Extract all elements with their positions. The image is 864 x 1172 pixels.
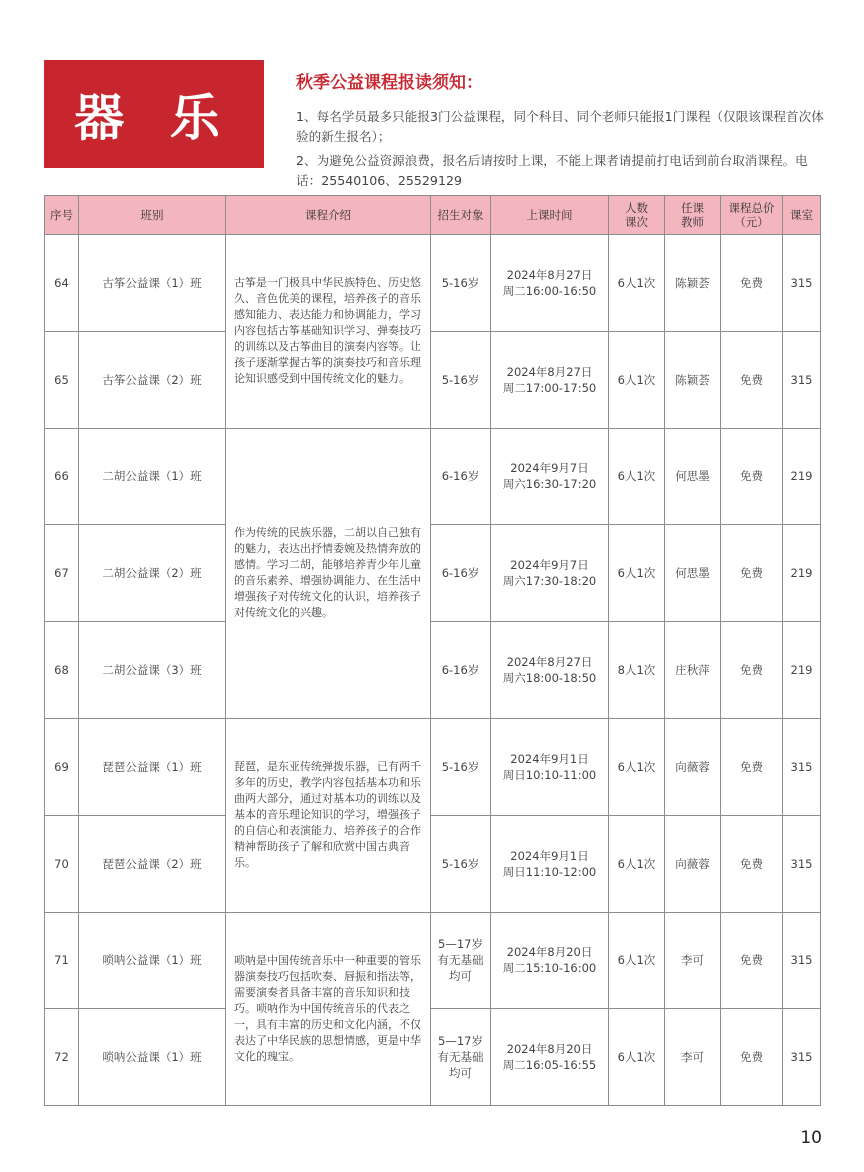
table-row <box>45 718 821 815</box>
cell-class: 二胡公益课（1）班 <box>79 428 226 525</box>
cell-no: 70 <box>45 815 79 912</box>
cell-room: 219 <box>783 428 821 525</box>
header-price <box>721 196 783 235</box>
cell-no: 71 <box>45 912 79 1009</box>
cell-intro-suona: 唢呐是中国传统音乐中一种重要的管乐器演奏技巧包括吹奏、唇振和指法等，需要演奏者具备丰富的音乐知识和技巧。唢呐作为中国传统音乐的代表之一，具有丰富的历史和文化内涵，不仅表达了中华民族的思想情感，更是中华文化的瑰宝。 <box>226 912 431 1106</box>
cell-time <box>491 525 609 622</box>
cell-date: 2024年8月27日 <box>506 655 593 670</box>
cell-intro-erhu: 作为传统的民族乐器，二胡以自己独有的魅力，表达出抒情委婉及热情奔放的感情。学习二胡，能够培养青少年儿童的音乐素养、增强协调能力、在生活中增强孩子对传统文化的认识，培养孩子对传统文化的兴趣。 <box>226 428 431 718</box>
cell-teacher: 向薇蓉 <box>665 815 721 912</box>
cell-class: 古筝公益课（2）班 <box>79 331 226 428</box>
course-table <box>44 195 821 1106</box>
cell-target: 5-16岁 <box>431 235 491 332</box>
cell-price: 免费 <box>721 1009 783 1106</box>
cell-time <box>491 428 609 525</box>
cell-target: 6-16岁 <box>431 525 491 622</box>
cell-teacher: 陈颖荟 <box>665 331 721 428</box>
enrollment-notice <box>296 68 824 195</box>
cell-class: 二胡公益课（2）班 <box>79 525 226 622</box>
cell-weekday-time: 周二16:00-16:50 <box>502 283 597 298</box>
cell-weekday-time: 周二15:10-16:00 <box>502 961 597 976</box>
cell-teacher: 李可 <box>665 1009 721 1106</box>
table-row <box>45 235 821 332</box>
cell-class: 琵琶公益课（1）班 <box>79 718 226 815</box>
cell-target: 6-16岁 <box>431 622 491 719</box>
header-time: 上课时间 <box>491 196 609 235</box>
cell-date: 2024年8月20日 <box>506 945 593 960</box>
cell-room: 219 <box>783 525 821 622</box>
cell-time <box>491 912 609 1009</box>
cell-weekday-time: 周二16:05-16:55 <box>502 1058 597 1073</box>
cell-class: 唢呐公益课（1）班 <box>79 1009 226 1106</box>
cell-time <box>491 1009 609 1106</box>
page-number: 10 <box>800 1128 822 1148</box>
header-price-line1: 课程总价 <box>728 201 775 215</box>
cell-teacher: 陈颖荟 <box>665 235 721 332</box>
cell-no: 68 <box>45 622 79 719</box>
cell-count: 6人1次 <box>609 912 665 1009</box>
cell-count: 6人1次 <box>609 235 665 332</box>
cell-target: 5-16岁 <box>431 331 491 428</box>
header-price-line2: （元） <box>734 215 769 229</box>
table-row <box>45 428 821 525</box>
cell-weekday-time: 周日10:10-11:00 <box>502 767 597 782</box>
table-row <box>45 525 821 622</box>
cell-teacher: 何思墨 <box>665 525 721 622</box>
cell-time <box>491 815 609 912</box>
cell-class: 古筝公益课（1）班 <box>79 235 226 332</box>
cell-price: 免费 <box>721 331 783 428</box>
cell-price: 免费 <box>721 718 783 815</box>
header-count <box>609 196 665 235</box>
cell-weekday-time: 周六16:30-17:20 <box>502 477 597 492</box>
header-no: 序号 <box>45 196 79 235</box>
header-count-line2: 课次 <box>625 215 648 229</box>
cell-count: 6人1次 <box>609 718 665 815</box>
cell-no: 72 <box>45 1009 79 1106</box>
table-row <box>45 912 821 1009</box>
header-intro: 课程介绍 <box>226 196 431 235</box>
cell-room: 315 <box>783 912 821 1009</box>
cell-no: 65 <box>45 331 79 428</box>
cell-price: 免费 <box>721 235 783 332</box>
cell-intro-guzheng: 古筝是一门极具中华民族特色、历史悠久、音色优美的课程，培养孩子的音乐感知能力、表达能力和协调能力，学习内容包括古筝基础知识学习、弹奏技巧的训练以及古筝曲目的演奏内容等。让孩子逐渐掌握古筝的演奏技巧和音乐理论知识感受到中国传统文化的魅力。 <box>226 235 431 429</box>
cell-time <box>491 331 609 428</box>
cell-room: 315 <box>783 718 821 815</box>
cell-room: 315 <box>783 1009 821 1106</box>
header-teacher <box>665 196 721 235</box>
header-count-line1: 人数 <box>625 201 648 215</box>
cell-teacher: 何思墨 <box>665 428 721 525</box>
cell-time <box>491 235 609 332</box>
cell-no: 66 <box>45 428 79 525</box>
cell-date: 2024年8月27日 <box>506 267 593 282</box>
cell-date: 2024年9月7日 <box>510 461 589 476</box>
cell-teacher: 李可 <box>665 912 721 1009</box>
cell-target: 5—17岁有无基础均可 <box>431 1009 491 1106</box>
cell-room: 315 <box>783 235 821 332</box>
cell-count: 6人1次 <box>609 815 665 912</box>
cell-price: 免费 <box>721 428 783 525</box>
cell-time <box>491 622 609 719</box>
cell-count: 6人1次 <box>609 525 665 622</box>
cell-target: 5—17岁有无基础均可 <box>431 912 491 1009</box>
cell-count: 8人1次 <box>609 622 665 719</box>
table-header-row <box>45 196 821 235</box>
cell-room: 315 <box>783 331 821 428</box>
header-teacher-line1: 任课 <box>681 201 704 215</box>
table-row <box>45 331 821 428</box>
notice-item-2: 2、为避免公益资源浪费，报名后请按时上课，不能上课者请提前打电话到前台取消课程。电话：25540106、25529129 <box>296 153 808 188</box>
header-teacher-line2: 教师 <box>681 215 704 229</box>
cell-count: 6人1次 <box>609 331 665 428</box>
header-room: 课室 <box>783 196 821 235</box>
cell-date: 2024年9月1日 <box>510 751 589 766</box>
cell-target: 5-16岁 <box>431 815 491 912</box>
cell-class: 二胡公益课（3）班 <box>79 622 226 719</box>
table-row <box>45 815 821 912</box>
cell-target: 6-16岁 <box>431 428 491 525</box>
cell-date: 2024年8月20日 <box>506 1042 593 1057</box>
cell-weekday-time: 周六17:30-18:20 <box>502 574 597 589</box>
cell-no: 64 <box>45 235 79 332</box>
cell-price: 免费 <box>721 525 783 622</box>
cell-target: 5-16岁 <box>431 718 491 815</box>
cell-weekday-time: 周二17:00-17:50 <box>502 380 597 395</box>
cell-count: 6人1次 <box>609 428 665 525</box>
cell-no: 69 <box>45 718 79 815</box>
cell-teacher: 向薇蓉 <box>665 718 721 815</box>
cell-teacher: 庄秋萍 <box>665 622 721 719</box>
cell-class: 唢呐公益课（1）班 <box>79 912 226 1009</box>
header-class: 班别 <box>79 196 226 235</box>
cell-room: 315 <box>783 815 821 912</box>
cell-weekday-time: 周日11:10-12:00 <box>502 864 597 879</box>
cell-count: 6人1次 <box>609 1009 665 1106</box>
section-banner <box>44 60 264 168</box>
cell-no: 67 <box>45 525 79 622</box>
header-target: 招生对象 <box>431 196 491 235</box>
notice-title: 秋季公益课程报读须知： <box>296 73 483 93</box>
table-row <box>45 622 821 719</box>
section-title: 器 乐 <box>74 89 234 147</box>
cell-intro-pipa: 琵琶，是东亚传统弹拨乐器，已有两千多年的历史，教学内容包括基本功和乐曲两大部分，通过对基本功的训练以及基本的音乐理论知识的学习，增强孩子的自信心和表演能力、培养孩子的合作精神帮助孩子了解和欣赏中国古典音乐。 <box>226 718 431 912</box>
notice-item-1: 1、每名学员最多只能报3门公益课程，同个科目、同个老师只能报1门课程（仅限该课程首次体验的新生报名）； <box>296 109 824 144</box>
cell-weekday-time: 周六18:00-18:50 <box>502 671 597 686</box>
cell-price: 免费 <box>721 815 783 912</box>
cell-room: 219 <box>783 622 821 719</box>
cell-price: 免费 <box>721 622 783 719</box>
cell-class: 琵琶公益课（2）班 <box>79 815 226 912</box>
cell-price: 免费 <box>721 912 783 1009</box>
cell-date: 2024年9月7日 <box>510 558 589 573</box>
cell-time <box>491 718 609 815</box>
cell-date: 2024年9月1日 <box>510 848 589 863</box>
cell-date: 2024年8月27日 <box>506 364 593 379</box>
table-row <box>45 1009 821 1106</box>
